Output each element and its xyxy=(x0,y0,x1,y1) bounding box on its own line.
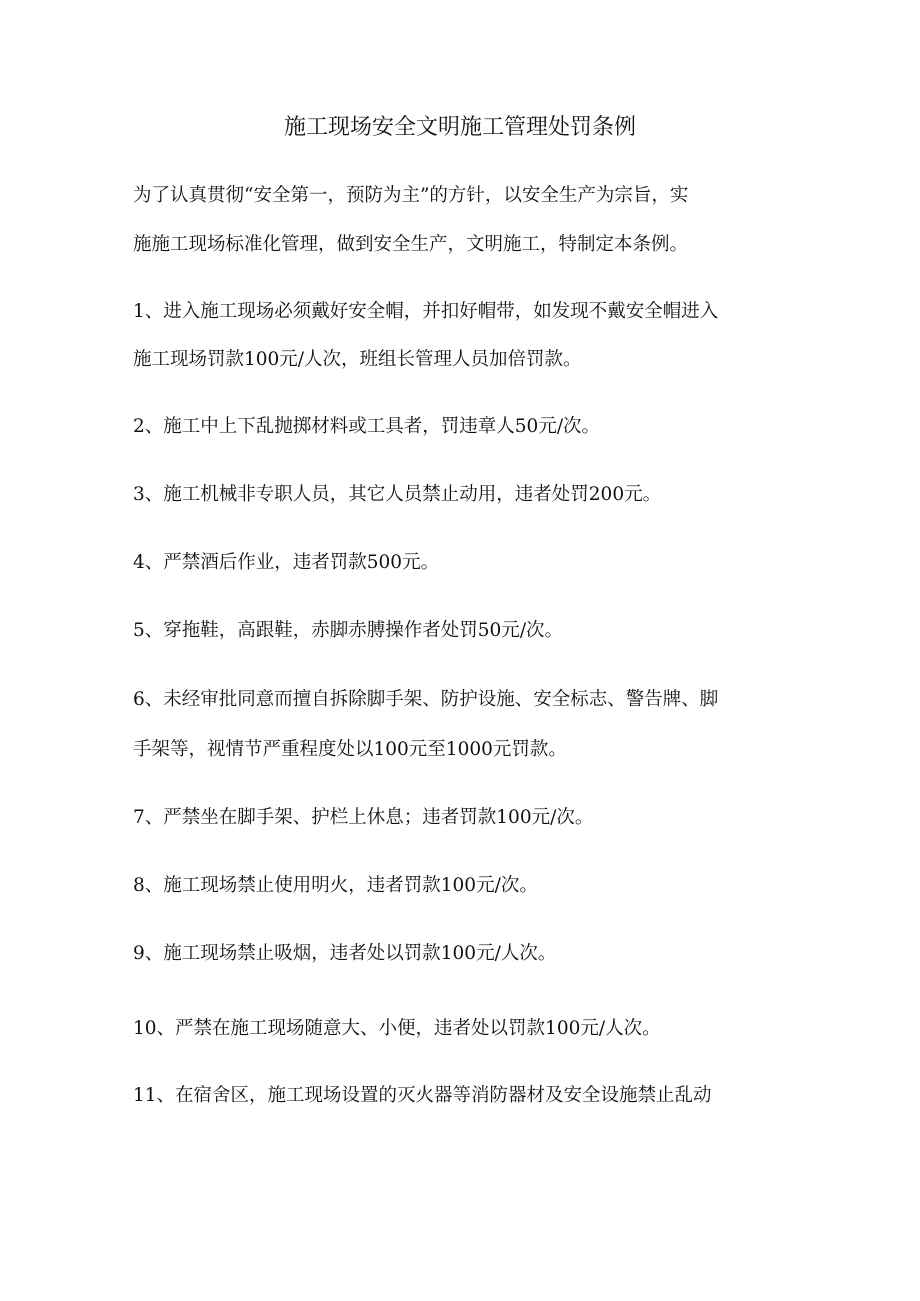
clause-3-line-1: 3、施工机械非专职人员，其它人员禁止动用，违者处罚200元。 xyxy=(133,484,662,505)
clause-10-line-1: 10、严禁在施工现场随意大、小便，违者处以罚款100元/人次。 xyxy=(133,1018,661,1039)
clause-1-line-2: 施工现场罚款100元/人次，班组长管理人员加倍罚款。 xyxy=(133,349,582,370)
clause-2-line-1: 2、施工中上下乱抛掷材料或工具者，罚违章人50元/次。 xyxy=(133,416,601,437)
clause-7-line-1: 7、严禁坐在脚手架、护栏上休息；违者罚款100元/次。 xyxy=(133,807,594,828)
document-title: 施工现场安全文明施工管理处罚条例 xyxy=(283,115,636,140)
clause-11-line-1: 11、在宿舍区，施工现场设置的灭火器等消防器材及安全设施禁止乱动 xyxy=(133,1085,712,1106)
clause-9-line-1: 9、施工现场禁止吸烟，违者处以罚款100元/人次。 xyxy=(133,943,557,964)
intro-line-1: 为了认真贯彻“安全第一，预防为主”的方针，以安全生产为宗旨，实 xyxy=(133,185,689,206)
clause-6-line-1: 6、未经审批同意而擅自拆除脚手架、防护设施、安全标志、警告牌、脚 xyxy=(133,689,719,710)
clause-8-line-1: 8、施工现场禁止使用明火，违者罚款100元/次。 xyxy=(133,875,538,896)
clause-4-line-1: 4、严禁酒后作业，违者罚款500元。 xyxy=(133,552,440,573)
clause-1-line-1: 1、进入施工现场必须戴好安全帽，并扣好帽带，如发现不戴安全帽进入 xyxy=(133,301,719,322)
clause-5-line-1: 5、穿拖鞋，高跟鞋，赤脚赤膊操作者处罚50元/次。 xyxy=(133,620,564,641)
intro-line-2: 施施工现场标准化管理，做到安全生产，文明施工，特制定本条例。 xyxy=(133,234,689,255)
clause-6-line-2: 手架等，视情节严重程度处以100元至1000元罚款。 xyxy=(133,739,567,760)
